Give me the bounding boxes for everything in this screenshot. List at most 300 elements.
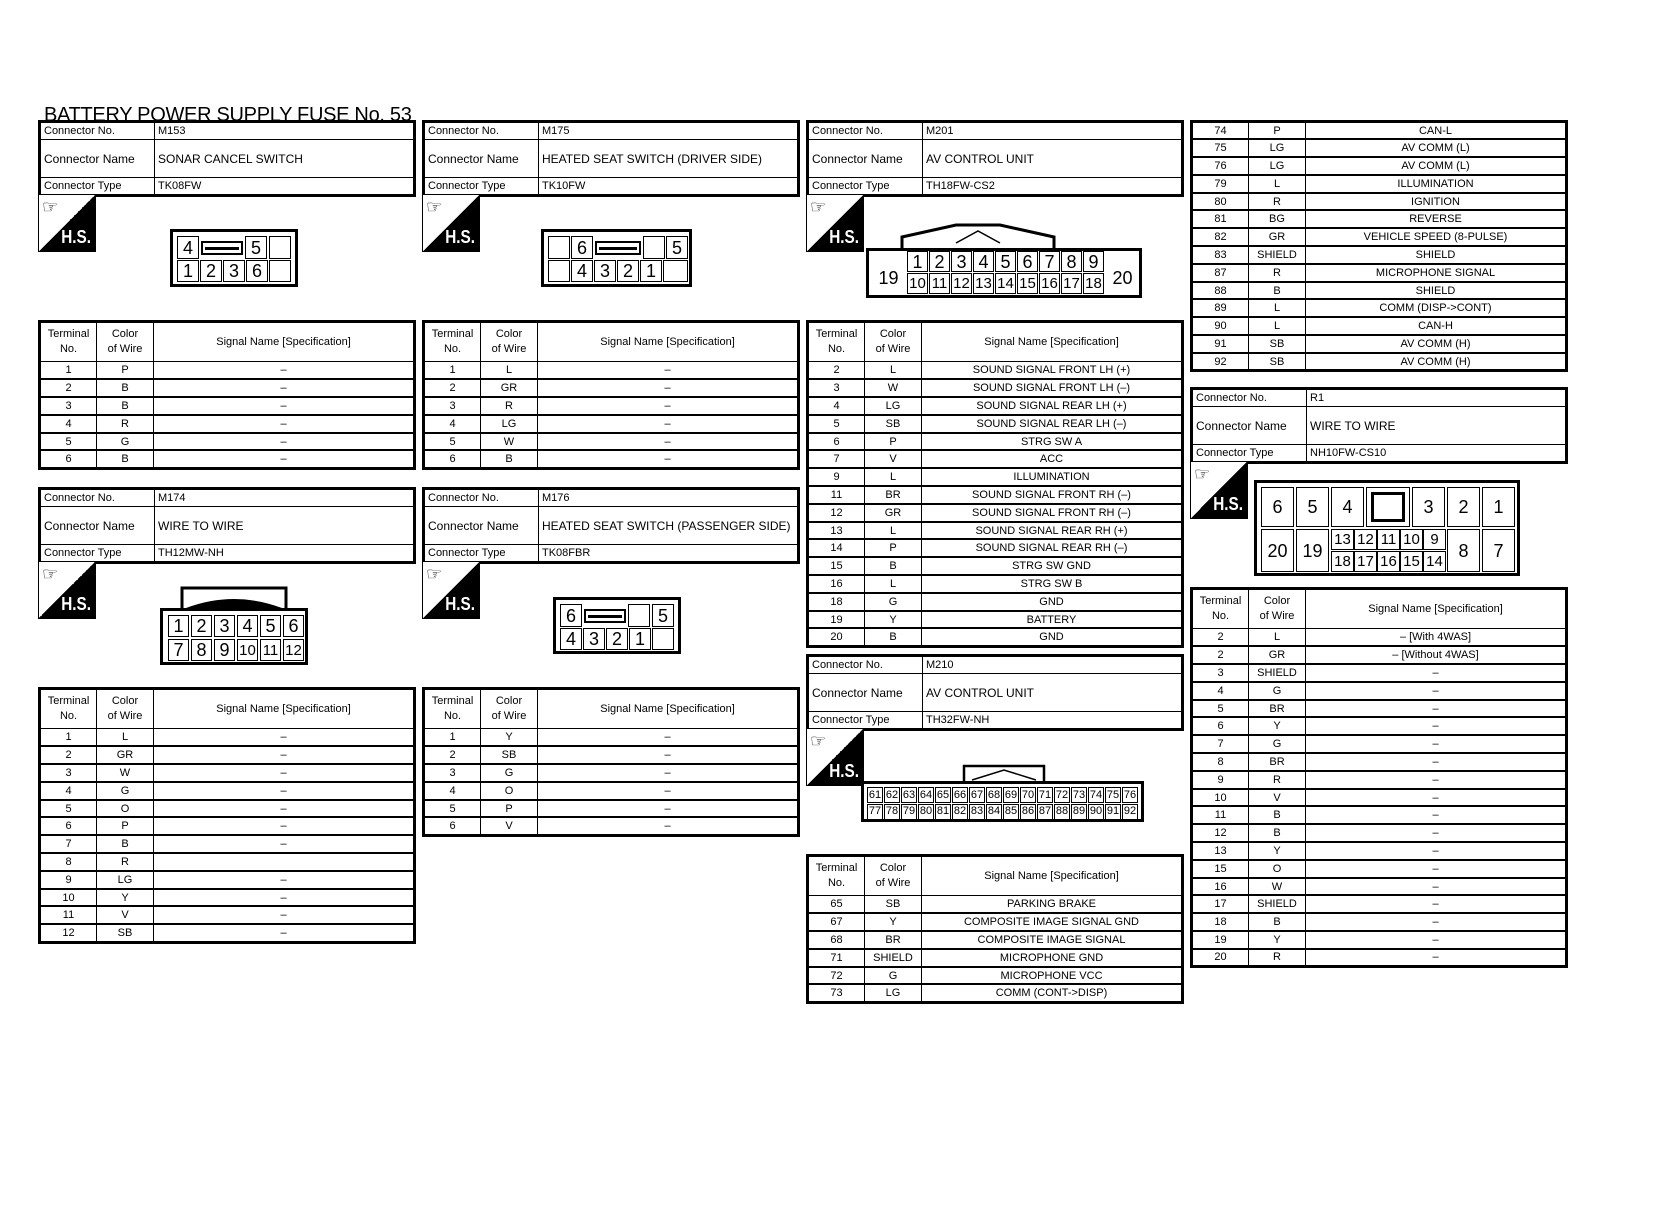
pin: 17 [1354, 551, 1377, 572]
terminal-no: 87 [1192, 264, 1249, 282]
pin: 3 [1412, 487, 1445, 527]
terminal-no: 10 [40, 889, 97, 907]
signal-name: – [1306, 824, 1567, 842]
table-row [424, 433, 799, 451]
table-row [424, 817, 799, 835]
table-row [424, 729, 799, 747]
label: Connector Name [424, 507, 539, 545]
label: Connector Type [424, 178, 539, 196]
terminal-no: 15 [1192, 860, 1249, 878]
pin: 5 [652, 604, 674, 627]
label: Connector Name [808, 674, 923, 712]
wire-color: O [1249, 860, 1306, 878]
connector-latch [584, 609, 626, 623]
terminal-no: 67 [808, 913, 865, 931]
wire-color: L [481, 362, 538, 380]
table-row [1192, 175, 1567, 193]
connector-type: TK10FW [539, 178, 799, 196]
connector-info-m175 [422, 120, 800, 197]
wire-color: G [1249, 735, 1306, 753]
signal-name: – [154, 800, 415, 818]
signal-name: MICROPHONE GND [922, 949, 1183, 967]
connector-housing-top [900, 223, 1056, 251]
hand-icon: ☞ [810, 197, 827, 217]
pin: 18 [1331, 551, 1354, 572]
wire-color: L [1249, 175, 1306, 193]
pin: 12 [283, 639, 304, 661]
signal-name: BATTERY [922, 611, 1183, 629]
connector-type: TK08FW [155, 178, 415, 196]
terminal-no: 4 [424, 782, 481, 800]
table-row [40, 764, 415, 782]
pin: 16 [1039, 273, 1060, 294]
page-title: BATTERY POWER SUPPLY FUSE No. 53 [44, 104, 412, 126]
table-row [1192, 700, 1567, 718]
signal-name: – [With 4WAS] [1306, 629, 1567, 647]
wire-color: R [1249, 771, 1306, 789]
wire-color: R [97, 853, 154, 871]
table-row [40, 817, 415, 835]
header-text: No. [827, 343, 846, 355]
wire-color: R [97, 415, 154, 433]
pin: 84 [986, 804, 1002, 820]
pin: 1 [1482, 487, 1515, 527]
hs-label: H.S. [829, 227, 859, 247]
pin: 13 [1331, 529, 1354, 550]
table-row [1192, 317, 1567, 335]
pin: 19 [873, 264, 904, 292]
wire-color: G [1249, 682, 1306, 700]
pin: 67 [969, 787, 985, 803]
wire-color: LG [1249, 157, 1306, 175]
terminal-no: 12 [808, 504, 865, 522]
signal-name: – [1306, 895, 1567, 913]
pin: 70 [1020, 787, 1036, 803]
wire-color: P [97, 817, 154, 835]
connector-face-m176 [553, 597, 681, 654]
signal-name: COMM (CONT->DISP) [922, 984, 1183, 1002]
pin: 72 [1054, 787, 1070, 803]
terminal-no: 9 [40, 871, 97, 889]
table-row [808, 628, 1183, 646]
wire-color: L [865, 362, 922, 380]
terminal-no: 71 [808, 949, 865, 967]
pin: 62 [884, 787, 900, 803]
wire-color: LG [865, 984, 922, 1002]
terminal-no: 4 [808, 397, 865, 415]
header-terminal [424, 689, 481, 729]
wire-color: G [481, 764, 538, 782]
table-row [1192, 264, 1567, 282]
terminal-no: 3 [40, 764, 97, 782]
terminal-no: 7 [808, 450, 865, 468]
pin: 1 [907, 251, 928, 272]
connector-name: WIRE TO WIRE [155, 507, 415, 545]
terminal-no: 11 [1192, 806, 1249, 824]
hs-label: H.S. [445, 227, 475, 247]
wire-color: R [481, 397, 538, 415]
terminal-no: 3 [808, 379, 865, 397]
terminal-no: 73 [808, 984, 865, 1002]
table-row [808, 362, 1183, 380]
wire-color: Y [1249, 842, 1306, 860]
label: Connector No. [424, 122, 539, 140]
header-text: Color [111, 695, 139, 707]
table-row [808, 967, 1183, 985]
wire-color: L [865, 522, 922, 540]
terminal-no: 12 [40, 924, 97, 942]
pin: 19 [1296, 529, 1329, 572]
pin: 11 [929, 273, 950, 294]
pin-empty [269, 236, 291, 259]
table-row [40, 782, 415, 800]
table-header [808, 856, 1183, 896]
signal-name: GND [922, 628, 1183, 646]
signal-name: AV COMM (H) [1306, 335, 1567, 353]
pin: 7 [1482, 529, 1515, 572]
wire-color: G [865, 593, 922, 611]
header-signal: Signal Name [Specification] [154, 322, 415, 362]
pin: 2 [929, 251, 950, 272]
table-row [1192, 157, 1567, 175]
header-text: of Wire [875, 343, 911, 355]
signal-name: – [154, 379, 415, 397]
terminal-no: 14 [808, 539, 865, 557]
signal-name: – [538, 379, 799, 397]
terminal-no: 4 [40, 415, 97, 433]
table-header [40, 322, 415, 362]
wire-color: SHIELD [1249, 246, 1306, 264]
header-text: Color [495, 695, 523, 707]
terminal-no: 74 [1192, 122, 1249, 140]
table-row [1192, 139, 1567, 157]
signal-name: – [154, 746, 415, 764]
wire-color: L [1249, 629, 1306, 647]
pin: 6 [1017, 251, 1038, 272]
table-row [40, 415, 415, 433]
terminal-no: 6 [40, 450, 97, 468]
pin: 74 [1088, 787, 1104, 803]
table-row [1192, 682, 1567, 700]
connector-type: TH12MW-NH [155, 545, 415, 563]
table-row [808, 522, 1183, 540]
terminal-no: 4 [1192, 682, 1249, 700]
table-row [808, 450, 1183, 468]
signal-name: – [154, 817, 415, 835]
terminal-no: 3 [1192, 664, 1249, 682]
signal-name: ILLUMINATION [1306, 175, 1567, 193]
hand-icon: ☞ [426, 197, 443, 217]
table-row [808, 415, 1183, 433]
signal-name: – [154, 889, 415, 907]
terminal-no: 1 [40, 729, 97, 747]
terminal-no: 18 [1192, 913, 1249, 931]
header-text: No. [1211, 610, 1230, 622]
terminal-no: 11 [40, 906, 97, 924]
wire-color: SHIELD [1249, 895, 1306, 913]
table-row [808, 557, 1183, 575]
signal-name: – [154, 871, 415, 889]
terminal-no: 3 [40, 397, 97, 415]
table-row [808, 913, 1183, 931]
pin: 80 [918, 804, 934, 820]
label: Connector Name [808, 140, 923, 178]
pin: 66 [952, 787, 968, 803]
connector-no: M210 [923, 656, 1183, 674]
label: Connector No. [808, 656, 923, 674]
header-terminal [424, 322, 481, 362]
header-text: No. [59, 343, 78, 355]
table-row [1192, 353, 1567, 371]
terminal-no: 2 [40, 379, 97, 397]
terminal-no: 6 [808, 433, 865, 451]
signal-name: STRG SW GND [922, 557, 1183, 575]
header-color [97, 322, 154, 362]
signal-name: – [538, 729, 799, 747]
connector-name: AV CONTROL UNIT [923, 674, 1183, 712]
terminal-table-m153 [38, 320, 416, 470]
table-header [40, 689, 415, 729]
pin-empty [652, 628, 674, 650]
signal-name: – [1306, 931, 1567, 949]
pin-empty [643, 236, 665, 259]
header-text: Terminal [47, 695, 90, 707]
terminal-no: 6 [424, 817, 481, 835]
terminal-no: 9 [1192, 771, 1249, 789]
pin: 5 [666, 236, 688, 259]
connector-info-m210 [806, 654, 1184, 731]
table-row [808, 949, 1183, 967]
label: Connector Name [424, 140, 539, 178]
label: Connector No. [424, 489, 539, 507]
header-color [865, 322, 922, 362]
signal-name: ILLUMINATION [922, 468, 1183, 486]
signal-name: – [154, 450, 415, 468]
pin: 90 [1088, 804, 1104, 820]
pin: 8 [1447, 529, 1480, 572]
table-row [40, 450, 415, 468]
connector-type: NH10FW-CS10 [1307, 445, 1567, 463]
terminal-no: 3 [424, 764, 481, 782]
header-terminal [808, 322, 865, 362]
terminal-no: 6 [1192, 717, 1249, 735]
wire-color: P [865, 433, 922, 451]
label: Connector Type [1192, 445, 1307, 463]
connector-latch [595, 241, 641, 255]
pin: 18 [1083, 273, 1104, 294]
header-text: of Wire [875, 877, 911, 889]
pin: 63 [901, 787, 917, 803]
signal-name: SOUND SIGNAL REAR RH (+) [922, 522, 1183, 540]
table-row [1192, 789, 1567, 807]
signal-name: – [1306, 789, 1567, 807]
connector-latch [201, 241, 243, 255]
table-row [1192, 771, 1567, 789]
signal-name: – [154, 764, 415, 782]
header-text: Color [879, 328, 907, 340]
terminal-no: 20 [1192, 949, 1249, 967]
table-row [808, 575, 1183, 593]
pin: 2 [606, 628, 628, 650]
terminal-no: 91 [1192, 335, 1249, 353]
wire-color: V [97, 906, 154, 924]
signal-name: – [Without 4WAS] [1306, 646, 1567, 664]
pin: 4 [1331, 487, 1364, 527]
wire-color: W [1249, 878, 1306, 896]
terminal-no: 90 [1192, 317, 1249, 335]
terminal-no: 12 [1192, 824, 1249, 842]
signal-name: – [154, 924, 415, 942]
connector-no: R1 [1307, 389, 1567, 407]
signal-name: PARKING BRAKE [922, 896, 1183, 914]
signal-name: SOUND SIGNAL REAR LH (–) [922, 415, 1183, 433]
table-row [424, 415, 799, 433]
pin: 4 [237, 615, 258, 637]
pin: 85 [1003, 804, 1019, 820]
table-row [1192, 753, 1567, 771]
pin: 14 [995, 273, 1016, 294]
terminal-no: 79 [1192, 175, 1249, 193]
connector-info-m153 [38, 120, 416, 197]
table-row [1192, 931, 1567, 949]
wire-color: R [1249, 264, 1306, 282]
table-row [40, 853, 415, 871]
pin: 7 [168, 639, 189, 661]
header-color [97, 689, 154, 729]
header-signal: Signal Name [Specification] [1306, 589, 1567, 629]
terminal-no: 80 [1192, 193, 1249, 211]
header-text: of Wire [491, 343, 527, 355]
wire-color: BR [1249, 700, 1306, 718]
wire-color: Y [481, 729, 538, 747]
terminal-no: 10 [1192, 789, 1249, 807]
signal-name: SOUND SIGNAL FRONT RH (–) [922, 504, 1183, 522]
connector-no: M201 [923, 122, 1183, 140]
pin: 3 [594, 260, 616, 282]
connector-info-m201 [806, 120, 1184, 197]
wire-color: G [865, 967, 922, 985]
pin: 3 [951, 251, 972, 272]
table-row [1192, 806, 1567, 824]
terminal-no: 1 [424, 362, 481, 380]
pin: 5 [260, 615, 281, 637]
wire-color: O [481, 782, 538, 800]
terminal-no: 9 [808, 468, 865, 486]
table-row [1192, 629, 1567, 647]
signal-name: SOUND SIGNAL REAR LH (+) [922, 397, 1183, 415]
terminal-no: 8 [1192, 753, 1249, 771]
pin: 6 [246, 260, 268, 282]
terminal-no: 1 [424, 729, 481, 747]
table-row [1192, 949, 1567, 967]
terminal-no: 15 [808, 557, 865, 575]
signal-name: MICROPHONE SIGNAL [1306, 264, 1567, 282]
wire-color: B [865, 557, 922, 575]
wire-color: BR [1249, 753, 1306, 771]
pin: 4 [973, 251, 994, 272]
terminal-no: 5 [424, 433, 481, 451]
connector-face-r1 [1254, 480, 1520, 576]
signal-name: – [154, 397, 415, 415]
signal-name: – [154, 415, 415, 433]
wire-color: B [97, 397, 154, 415]
pin: 12 [951, 273, 972, 294]
connector-type: TK08FBR [539, 545, 799, 563]
table-row [40, 924, 415, 942]
signal-name: COMPOSITE IMAGE SIGNAL GND [922, 913, 1183, 931]
label: Connector Name [40, 140, 155, 178]
terminal-no: 11 [808, 486, 865, 504]
table-row [40, 746, 415, 764]
signal-name: AV COMM (L) [1306, 139, 1567, 157]
terminal-no: 5 [1192, 700, 1249, 718]
wire-color: V [481, 817, 538, 835]
pin: 4 [177, 236, 199, 259]
table-row [40, 397, 415, 415]
terminal-no: 2 [40, 746, 97, 764]
pin: 2 [617, 260, 639, 282]
table-header [424, 322, 799, 362]
pin: 1 [177, 260, 199, 282]
pin: 9 [1083, 251, 1104, 272]
header-color [481, 689, 538, 729]
terminal-no: 5 [40, 433, 97, 451]
terminal-no: 2 [424, 379, 481, 397]
terminal-no: 8 [40, 853, 97, 871]
harness-side-icon [422, 561, 480, 619]
pin: 20 [1261, 529, 1294, 572]
table-row [808, 611, 1183, 629]
table-row [1192, 735, 1567, 753]
pin: 4 [560, 628, 582, 650]
pin: 16 [1377, 551, 1400, 572]
table-row [424, 397, 799, 415]
terminal-no: 92 [1192, 353, 1249, 371]
wire-color: R [1249, 949, 1306, 967]
label: Connector No. [808, 122, 923, 140]
wire-color: Y [97, 889, 154, 907]
terminal-no: 16 [808, 575, 865, 593]
table-row [1192, 335, 1567, 353]
header-text: Terminal [47, 328, 90, 340]
pin: 77 [867, 804, 883, 820]
terminal-table-m175 [422, 320, 800, 470]
signal-name: ACC [922, 450, 1183, 468]
signal-name: – [154, 362, 415, 380]
wire-color: BR [865, 486, 922, 504]
header-signal: Signal Name [Specification] [154, 689, 415, 729]
harness-side-icon [806, 194, 864, 252]
pin: 2 [191, 615, 212, 637]
terminal-no: 81 [1192, 210, 1249, 228]
table-row [808, 433, 1183, 451]
terminal-no: 5 [40, 800, 97, 818]
signal-name: – [1306, 753, 1567, 771]
terminal-no: 6 [424, 450, 481, 468]
header-color [865, 856, 922, 896]
pin: 9 [214, 639, 235, 661]
label: Connector Name [1192, 407, 1307, 445]
pin: 64 [918, 787, 934, 803]
table-row [424, 746, 799, 764]
pin: 6 [560, 604, 582, 627]
header-text: Terminal [815, 862, 858, 874]
pin-empty [269, 260, 291, 282]
terminal-no: 3 [424, 397, 481, 415]
pin: 10 [1400, 529, 1423, 550]
wire-color: GR [481, 379, 538, 397]
connector-name: HEATED SEAT SWITCH (PASSENGER SIDE) [539, 507, 799, 545]
